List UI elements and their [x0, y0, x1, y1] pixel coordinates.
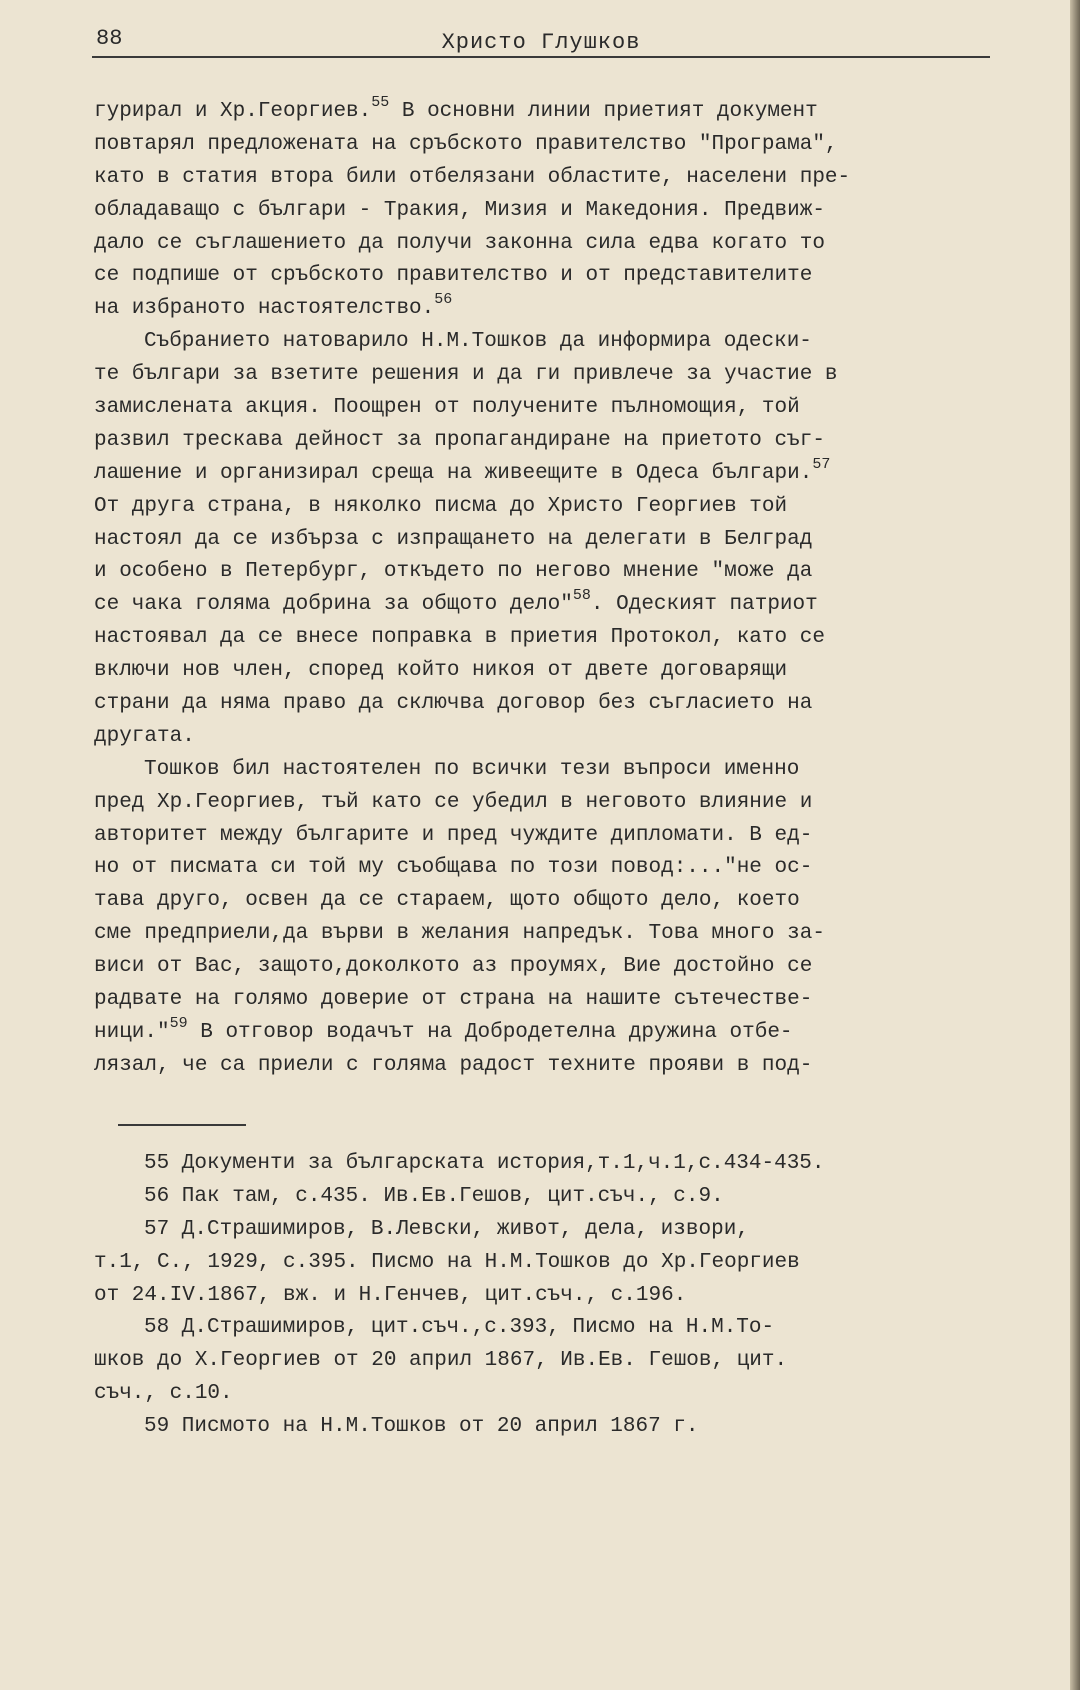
line-text: се чака голяма добрина за общото дело": [94, 593, 573, 617]
text-line: [94, 326, 994, 359]
text-line: [94, 556, 994, 589]
text-line: [94, 96, 994, 129]
text-line: [94, 1050, 994, 1083]
footnote-line: 55 Документи за българската история,т.1,ч.1,с.434-435.: [144, 1152, 825, 1175]
page-header: [92, 24, 990, 58]
line-text: Събранието натоварило Н.М.Тошков да информира одески-: [144, 330, 812, 354]
page-edge-shadow: [1070, 0, 1080, 1690]
footnotes: [94, 1148, 994, 1444]
text-line: [94, 425, 994, 458]
header-rule: [92, 56, 990, 58]
line-text: пред Хр.Георгиев, тъй като се убедил в неговото влияние и: [94, 790, 813, 814]
text-line: [94, 228, 994, 261]
line-text: лашение и организирал среща на живеещите в Одеса българи.: [94, 461, 813, 485]
line-text: лязал, че са приели с голяма радост техните прояви в под-: [94, 1053, 813, 1077]
text-line: [94, 162, 994, 195]
line-text-tail: В основни линии приетият документ: [389, 100, 818, 123]
line-text: развил трескава дейност за пропагандиране на приетото съг-: [94, 428, 825, 452]
text-line: [94, 820, 994, 853]
footnote-line: 56 Пак там, с.435. Ив.Ев.Гешов, цит.съч., с.9.: [144, 1184, 724, 1208]
footnote-ref: 58: [572, 587, 591, 605]
text-line: [94, 129, 994, 162]
text-line: [94, 260, 994, 293]
text-line: [94, 721, 994, 754]
line-text: включи нов член, според който никоя от двете договарящи: [94, 659, 788, 683]
text-line: [94, 524, 994, 557]
line-text: замислената акция. Поощрен от получените пълномощия, той: [94, 396, 800, 420]
footnote-ref: 57: [812, 455, 831, 473]
text-line: [94, 392, 994, 425]
footnote-ref: 56: [434, 291, 453, 309]
footnote-line: т.1, С., 1929, с.395. Писмо на Н.М.Тошков до Хр.Георгиев: [94, 1250, 800, 1274]
line-text: но от писмата си той му съобщава по този повод:..."не ос-: [94, 856, 813, 880]
line-text: тава друго, освен да се стараем, щото общото дело, което: [94, 889, 800, 913]
line-text: ници.": [94, 1020, 170, 1044]
line-text: настоял да се избърза с изпращането на делегати в Белград: [94, 527, 813, 551]
footnote-ref: 55: [371, 94, 390, 111]
footnote-separator: [118, 1124, 246, 1126]
text-line: [94, 984, 994, 1017]
footnote-line: от 24.IV.1867, вж. и Н.Генчев, цит.съч., с.196.: [94, 1283, 687, 1307]
text-line: [94, 622, 994, 655]
text-line: [94, 491, 994, 524]
text-line: [94, 589, 994, 622]
text-line: [94, 688, 994, 721]
footnote-line: 59 Писмото на Н.М.Тошков от 20 април 1867 г.: [144, 1415, 699, 1439]
line-text: От друга страна, в няколко писма до Христо Георгиев той: [94, 494, 788, 518]
line-text: дало се съглашението да получи законна сила едва когато то: [94, 231, 825, 255]
text-line: [94, 754, 994, 787]
main-text: [94, 96, 994, 1083]
footnote-line: съч., с.10.: [94, 1382, 233, 1406]
footnote-line: шков до Х.Георгиев от 20 април 1867, Ив.Ев. Гешов, цит.: [94, 1349, 788, 1373]
line-text: на избраното настоятелство.: [94, 297, 435, 321]
line-text: обладаващо с българи - Тракия, Мизия и Македония. Предвиж-: [94, 198, 825, 222]
text-line: [94, 359, 994, 392]
text-line: [94, 885, 994, 918]
line-text: другата.: [94, 724, 195, 748]
footnote-line: 57 Д.Страшимиров, В.Левски, живот, дела, извори,: [144, 1217, 749, 1241]
text-line: [94, 918, 994, 951]
line-text-tail: В отговор водачът на Добродетелна дружина отбе-: [187, 1020, 793, 1044]
line-text: радвате на голямо доверие от страна на нашите сътечестве-: [94, 988, 813, 1012]
footnote-line: 58 Д.Страшимиров, цит.съч.,с.393, Писмо на Н.М.То-: [144, 1316, 775, 1340]
line-text: виси от Вас, защото,доколкото аз проумях, Вие достойно се: [94, 955, 813, 979]
text-line: [94, 951, 994, 984]
text-line: [94, 455, 994, 491]
line-text: авторитет между българите и пред чуждите дипломати. В ед-: [94, 823, 813, 847]
text-line: [94, 655, 994, 688]
text-line: [94, 852, 994, 885]
text-line: [94, 1014, 994, 1050]
line-text: сме предприели,да върви в желания напредък. Това много за-: [94, 922, 825, 946]
line-text: повтарял предложената на сръбското правителство "Програма",: [94, 132, 838, 156]
line-text: те българи за взетите решения и да ги привлече за участие в: [94, 363, 838, 387]
line-text: Тошков бил настоятелен по всички тези въпроси именно: [144, 757, 800, 781]
page-number: 88: [96, 26, 123, 51]
line-text: като в статия втора били отбелязани областите, населени пре-: [94, 165, 851, 189]
line-text: страни да няма право да сключва договор без съгласието на: [94, 692, 813, 716]
line-text: се подпише от сръбското правителство и от представителите: [94, 264, 813, 288]
line-text: настоявал да се внесе поправка в приетия Протокол, като се: [94, 626, 825, 650]
text-line: [94, 293, 994, 326]
text-line: [94, 195, 994, 228]
line-text: гурирал и Хр.Георгиев.: [94, 100, 372, 123]
running-head: Христо Глушков: [441, 30, 641, 55]
text-line: [94, 787, 994, 820]
footnote-ref: 59: [169, 1014, 188, 1032]
line-text: и особено в Петербург, откъдето по негово мнение "може да: [94, 560, 813, 584]
line-text-tail: . Одеският патриот: [590, 593, 818, 617]
